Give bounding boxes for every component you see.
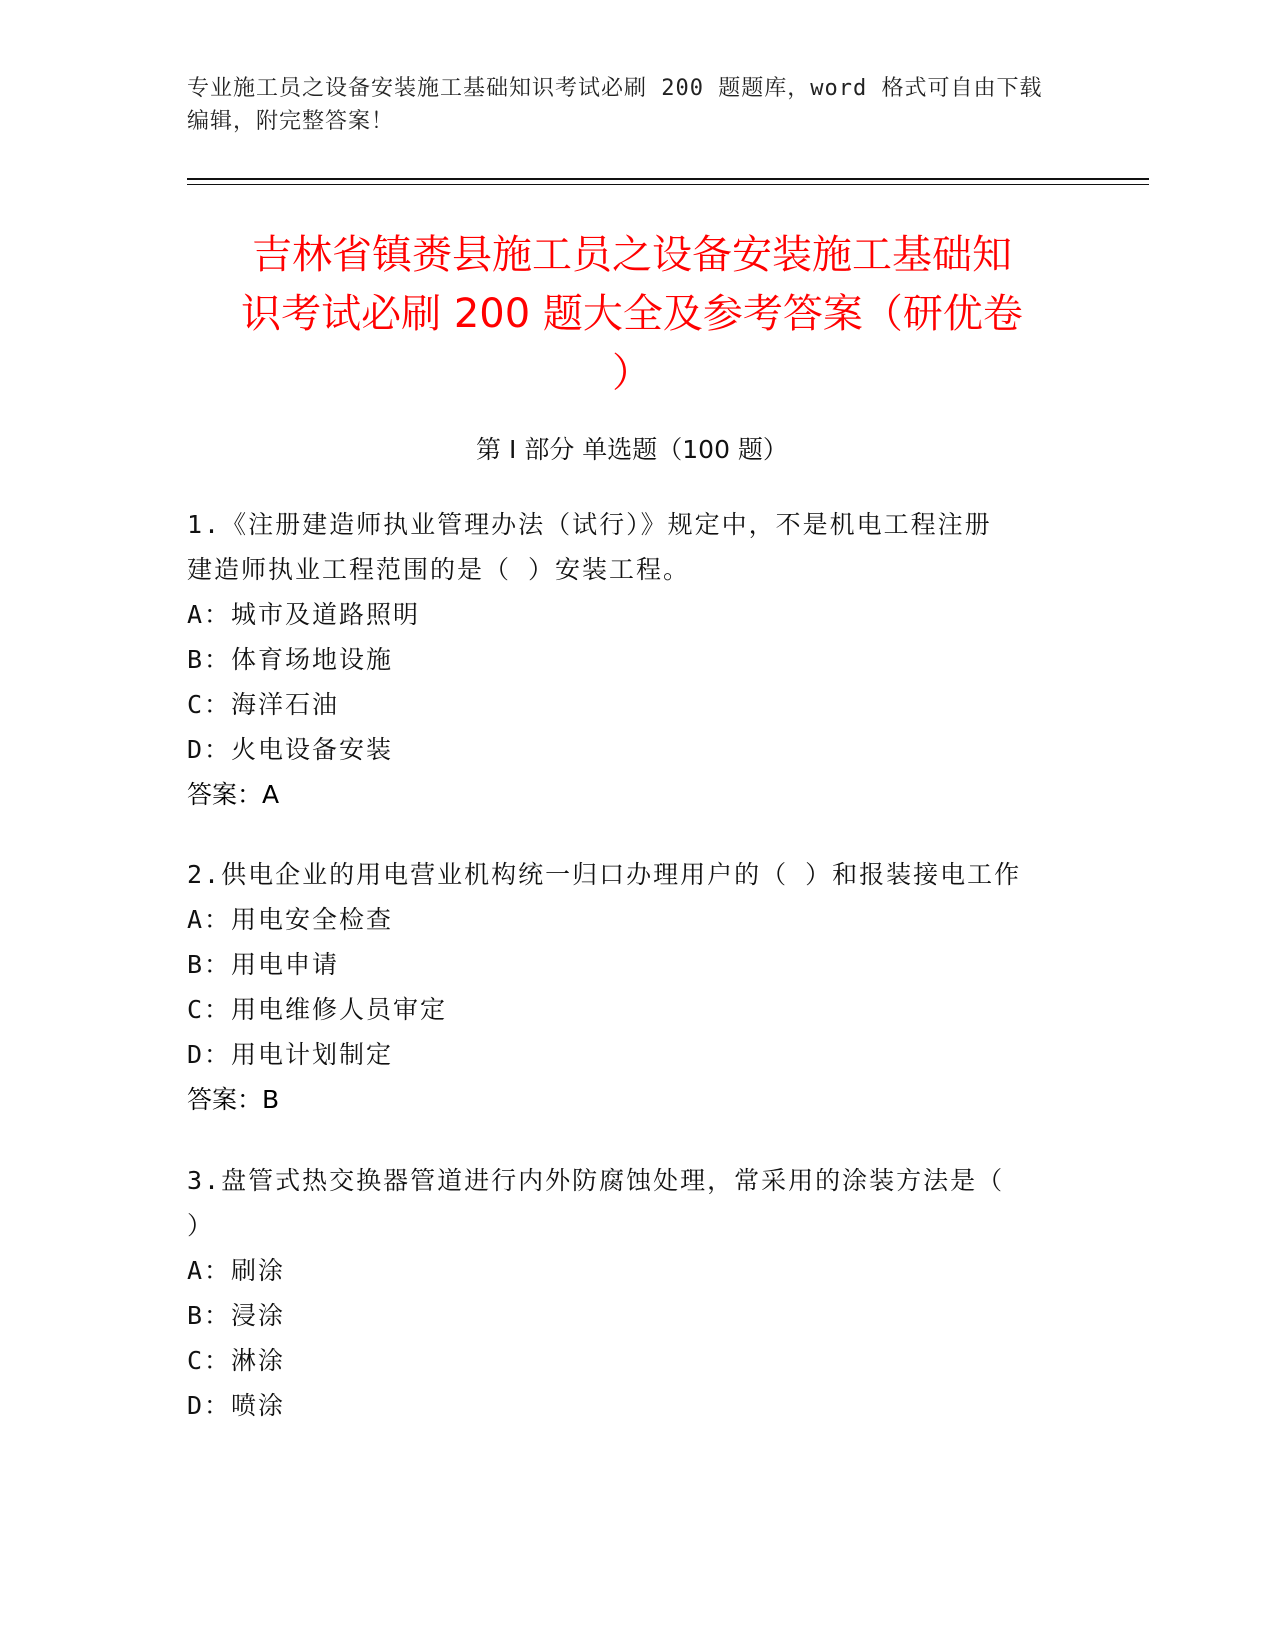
section-heading: 第 I 部分 单选题（100 题） xyxy=(476,435,788,464)
header-divider-thin xyxy=(187,184,1149,185)
question-2 xyxy=(187,852,1087,1122)
question-3 xyxy=(187,1158,1087,1428)
title-line: 识考试必刷 200 题大全及参考答案（研优卷 xyxy=(241,291,1023,337)
option-a: A：刷涂 xyxy=(187,1256,286,1285)
question-stem: ） xyxy=(187,1211,215,1240)
answer: 答案：B xyxy=(187,1085,280,1114)
option-d: D：喷涂 xyxy=(187,1391,286,1420)
header-line: 编辑，附完整答案！ xyxy=(187,109,395,134)
option-c: C：海洋石油 xyxy=(187,690,340,719)
option-a: A：用电安全检查 xyxy=(187,905,394,934)
title-line: 吉林省镇赉县施工员之设备安装施工基础知 xyxy=(252,232,1012,278)
question-stem: 建造师执业工程范围的是（ ）安装工程。 xyxy=(187,555,691,584)
option-b: B：浸涂 xyxy=(187,1301,286,1330)
header-divider-thick xyxy=(187,178,1149,180)
question-1 xyxy=(187,502,1087,817)
question-stem: 1.《注册建造师执业管理办法（试行）》规定中，不是机电工程注册 xyxy=(187,510,992,539)
option-b: B：用电申请 xyxy=(187,950,340,979)
header-line: 专业施工员之设备安装施工基础知识考试必刷 200 题题库，word 格式可自由下载 xyxy=(187,76,1043,101)
option-a: A：城市及道路照明 xyxy=(187,600,421,629)
option-d: D：火电设备安装 xyxy=(187,735,394,764)
option-d: D：用电计划制定 xyxy=(187,1040,394,1069)
document-header xyxy=(187,72,1087,138)
option-b: B：体育场地设施 xyxy=(187,645,394,674)
question-stem: 3.盘管式热交换器管道进行内外防腐蚀处理，常采用的涂装方法是（ xyxy=(187,1166,1005,1195)
answer: 答案：A xyxy=(187,780,280,809)
question-stem: 2.供电企业的用电营业机构统一归口办理用户的（ ）和报装接电工作 xyxy=(187,860,1022,889)
option-c: C：淋涂 xyxy=(187,1346,286,1375)
title-line: ） xyxy=(612,350,652,396)
option-c: C：用电维修人员审定 xyxy=(187,995,448,1024)
document-title xyxy=(187,226,1077,403)
